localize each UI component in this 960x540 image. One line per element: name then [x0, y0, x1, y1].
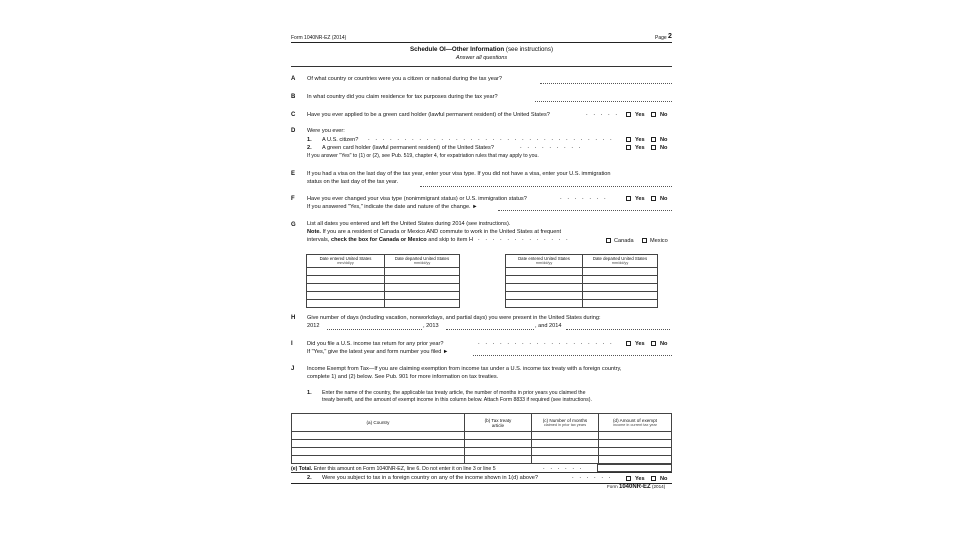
question-c-yes-checkbox[interactable]	[626, 112, 631, 117]
total-text: Enter this amount on Form 1040NR-EZ, line 6. Do not enter it on line 3 or line 5	[313, 466, 496, 472]
schedule-title-text: Schedule OI—Other Information	[409, 46, 505, 53]
question-b-answer-line[interactable]	[535, 101, 672, 102]
year-2013-label: , 2013	[423, 323, 439, 329]
date-cell[interactable]	[506, 276, 583, 284]
treaty-cell[interactable]	[532, 448, 599, 456]
col-country: (a) Country	[292, 414, 465, 432]
schedule-subtitle: Answer all questions	[455, 55, 508, 61]
question-c-yes-label: Yes	[635, 112, 645, 118]
year-2012-label: 2012	[307, 323, 320, 329]
question-i-answer-line[interactable]	[473, 355, 672, 356]
page-number: 2	[668, 33, 672, 40]
date-cell[interactable]	[583, 276, 658, 284]
treaty-cell[interactable]	[292, 440, 465, 448]
date-cell[interactable]	[385, 276, 460, 284]
year-2014-label: , and 2014	[535, 323, 562, 329]
question-j1-line1: Enter the name of the country, the applicable tax treaty article, the number of months in prior years you claimed the	[322, 390, 586, 396]
question-j1-line2: treaty benefit, and the amount of exempt income in this column below. Attach Form 8833 if required (see instructions).	[322, 397, 592, 403]
question-j-line1: Income Exempt from Tax—If you are claiming exemption from income tax under a U.S. income tax treaty with a foreign country,	[307, 366, 622, 372]
question-i-yes-label: Yes	[635, 341, 645, 347]
question-d1-no-label: No	[660, 137, 668, 143]
date-cell[interactable]	[307, 292, 385, 300]
treaty-cell[interactable]	[292, 448, 465, 456]
question-g-note-label: Note.	[307, 229, 321, 235]
treaty-cell[interactable]	[599, 448, 672, 456]
question-i-letter: I	[291, 341, 293, 347]
date-cell[interactable]	[506, 284, 583, 292]
treaty-cell[interactable]	[599, 432, 672, 440]
question-e-line1: If you had a visa on the last day of the tax year, enter your visa type. If you did not have a visa, enter your U.S. immigration	[307, 171, 611, 177]
question-d1-yes-checkbox[interactable]	[626, 137, 631, 142]
date-cell[interactable]	[307, 276, 385, 284]
treaty-cell[interactable]	[532, 432, 599, 440]
question-f-yes-label: Yes	[635, 196, 645, 202]
form-page: Form 1040NR-EZ (2014) Page 2 Schedule OI—Other Information (see instructions) Answer all questions A Of what country or countries were you a citizen or national during the tax year? B In what country did you claim residence for tax purposes during the tax year? C Have you ever applied to be a green card holder (lawful permanent resident) of the United States? . . . . . Yes No D Were you ever: 1. A U.S. citizen? . . . . . . . . . . . . . . . . . . . . . . . . . . . . . . . . . . Yes No 2. A green card holder (lawful permanent resident) of the United States? . . . . . . . . . Yes No If you answer "Yes" to (1) or (2), see Pub. 519, chapter 4, for expatriation rules that may apply to you. E If you had a visa on the last day of the tax year, enter your visa type. If you did not have a visa, enter your U.S. immigration status on the last day of the tax year. F Have you ever changed your visa type (nonimmigrant status) or U.S. immigration status? . . . . . . . Yes No If you answered "Yes," indicate the date and nature of the change. ► G List all dates you entered and left the United States during 2014 (see instructions). Note. If you are a resident of Canada or Mexico AND commute to work in the United States at frequent intervals, check the box for Canada or Mexico and skip to item H . . . . . . . . . . . . . Canada Mexico Date entered United States mm/dd/yy Date departed United States mm/dd/yy Date entered United States mm/dd/yy Date departed United States mm/dd/yy H Give number of days (including vacation, nonworkdays, and partial days) you were present in the United States during: 2012 , 2013 , and 2014 I Did you file a U.S. income tax return for any prior year? . . . . . . . . . . . . . . . . . . . Yes No If "Yes," give the latest year and form number you filed ► J Income Exempt from Tax—If you are claiming exemption from income tax under a U.S. income tax treaty with a foreign country, complete 1) and (2) below. See Pub. 901 for more information on tax treaties. 1. Enter the name of the country, the applicable tax treaty article, the number of months in prior years you claimed the treaty benefit, and the amount of exempt income in this column below. Attach Form 8833 if required (see instructions). (a) Country (b) Tax treaty article (c) Number of months claimed in prior tax years (d) Amount of exempt income in current tax year (e) Total. Enter this amount on Form 1040NR-EZ, line 6. Do not enter it on line 3 or line 5 . . . . . . 2. Were you subject to tax in a foreign country on any of the income shown in 1(d) above? . . . . . . Yes No Form 1040NR-EZ (2014)	[291, 33, 672, 490]
question-h-letter: H	[291, 315, 296, 321]
treaty-cell[interactable]	[599, 440, 672, 448]
date-cell[interactable]	[307, 268, 385, 276]
treaty-cell[interactable]	[599, 456, 672, 464]
question-b-text: In what country did you claim residence for tax purposes during the tax year?	[307, 94, 498, 100]
question-d2-yes-checkbox[interactable]	[626, 145, 631, 150]
schedule-title-note: (see instructions)	[505, 46, 554, 53]
mexico-checkbox[interactable]	[642, 238, 647, 243]
date-cell[interactable]	[307, 300, 385, 308]
question-g-line3-a: intervals,	[307, 237, 330, 243]
date-cell[interactable]	[385, 268, 460, 276]
question-d1-no-checkbox[interactable]	[651, 137, 656, 142]
dates-table-right	[505, 254, 658, 308]
question-j1-num: 1.	[307, 390, 312, 396]
date-cell[interactable]	[385, 284, 460, 292]
date-cell[interactable]	[583, 268, 658, 276]
question-c-no-checkbox[interactable]	[651, 112, 656, 117]
treaty-cell[interactable]	[292, 456, 465, 464]
question-d1-num: 1.	[307, 137, 312, 143]
date-cell[interactable]	[506, 292, 583, 300]
date-cell[interactable]	[506, 300, 583, 308]
col-date-entered: Date entered United States mm/dd/yy	[506, 255, 583, 268]
question-f-answer-line[interactable]	[498, 210, 672, 211]
question-d1-text: A U.S. citizen?	[322, 137, 359, 143]
canada-label: Canada	[614, 238, 634, 244]
question-d2-num: 2.	[307, 145, 312, 151]
footer-form-year: (2014)	[651, 484, 666, 489]
treaty-cell[interactable]	[465, 448, 532, 456]
question-b-letter: B	[291, 94, 296, 100]
question-j2-no-label: No	[660, 476, 668, 482]
question-j-line2: complete 1) and (2) below. See Pub. 901 for more information on tax treaties.	[307, 374, 499, 380]
col-months-claimed: (c) Number of months claimed in prior tax years	[532, 414, 599, 432]
page-label: Page	[655, 35, 667, 41]
canada-checkbox[interactable]	[606, 238, 611, 243]
question-f-line1: Have you ever changed your visa type (nonimmigrant status) or U.S. immigration status?	[307, 196, 527, 202]
date-cell[interactable]	[385, 300, 460, 308]
question-d2-no-checkbox[interactable]	[651, 145, 656, 150]
question-i-yes-checkbox[interactable]	[626, 341, 631, 346]
question-e-line2: status on the last day of the tax year.	[307, 179, 399, 185]
schedule-title	[291, 46, 672, 53]
question-f-no-label: No	[660, 196, 668, 202]
question-g-line3-wrap	[307, 237, 473, 243]
days-2012-field[interactable]	[327, 329, 422, 330]
date-cell[interactable]	[385, 292, 460, 300]
question-g-line2: If you are a resident of Canada or Mexico AND commute to work in the United States at frequent	[322, 229, 562, 235]
question-d2-text: A green card holder (lawful permanent resident) of the United States?	[322, 145, 494, 151]
question-j2-yes-checkbox[interactable]	[626, 476, 631, 481]
col-date-departed: Date departed United States mm/dd/yy	[583, 255, 658, 268]
treaty-cell[interactable]	[465, 432, 532, 440]
dates-table-left	[306, 254, 460, 308]
days-2013-field[interactable]	[446, 329, 534, 330]
question-e-answer-line[interactable]	[420, 186, 672, 187]
question-f-no-checkbox[interactable]	[651, 196, 656, 201]
question-g-line3-c: and skip to item H	[428, 237, 474, 243]
question-f-line2: If you answered "Yes," indicate the date and nature of the change. ►	[307, 204, 478, 210]
question-g-letter: G	[291, 222, 296, 228]
question-j2-no-checkbox[interactable]	[651, 476, 656, 481]
question-d2-no-label: No	[660, 145, 668, 151]
question-d-text: Were you ever:	[307, 128, 345, 134]
col-exempt-amount: (d) Amount of exempt income in current tax year	[599, 414, 672, 432]
question-i-line2: If "Yes," give the latest year and form number you filed ►	[307, 349, 449, 355]
date-cell[interactable]	[307, 284, 385, 292]
question-d1-yes-label: Yes	[635, 137, 645, 143]
question-d-note: If you answer "Yes" to (1) or (2), see Pub. 519, chapter 4, for expatriation rules that may apply to you.	[307, 153, 539, 159]
col-date-departed: Date departed United States mm/dd/yy	[385, 255, 460, 268]
question-i-line1: Did you file a U.S. income tax return for any prior year?	[307, 341, 444, 347]
treaty-cell[interactable]	[465, 456, 532, 464]
date-cell[interactable]	[583, 300, 658, 308]
question-a-text: Of what country or countries were you a citizen or national during the tax year?	[307, 76, 502, 82]
question-c-no-label: No	[660, 112, 668, 118]
question-j-letter: J	[291, 366, 295, 372]
question-f-yes-checkbox[interactable]	[626, 196, 631, 201]
days-2014-field[interactable]	[566, 329, 670, 330]
question-e-letter: E	[291, 171, 296, 177]
question-h-text: Give number of days (including vacation, nonworkdays, and partial days) you were present in the United States during:	[307, 315, 601, 321]
footer-form-label	[607, 484, 665, 490]
question-i-no-checkbox[interactable]	[651, 341, 656, 346]
question-a-answer-line[interactable]	[540, 83, 672, 84]
col-treaty-article: (b) Tax treaty article	[465, 414, 532, 432]
question-c-letter: C	[291, 112, 296, 118]
question-i-no-label: No	[660, 341, 668, 347]
question-c-text: Have you ever applied to be a green card holder (lawful permanent resident) of the United States?	[307, 112, 550, 118]
date-cell[interactable]	[583, 284, 658, 292]
question-d-letter: D	[291, 128, 296, 134]
footer-form-prefix: Form	[607, 484, 618, 489]
date-cell[interactable]	[506, 268, 583, 276]
header-rule	[291, 42, 672, 43]
total-rule	[291, 472, 672, 473]
question-g-line3-b: check the box for Canada or Mexico	[330, 237, 427, 243]
total-label: (e) Total.	[291, 466, 313, 472]
col-date-entered: Date entered United States mm/dd/yy	[307, 255, 385, 268]
total-amount-field[interactable]	[597, 464, 672, 472]
treaty-cell[interactable]	[465, 440, 532, 448]
treaty-cell[interactable]	[532, 456, 599, 464]
question-g-line1: List all dates you entered and left the United States during 2014 (see instructions).	[307, 221, 511, 227]
treaty-cell[interactable]	[292, 432, 465, 440]
question-j2-yes-label: Yes	[635, 476, 645, 482]
treaty-table	[291, 413, 672, 464]
question-g-line2-wrap	[307, 229, 561, 235]
footer-form-name: 1040NR-EZ	[619, 484, 651, 490]
question-d2-yes-label: Yes	[635, 145, 645, 151]
subtitle-rule	[291, 66, 672, 67]
treaty-cell[interactable]	[532, 440, 599, 448]
question-j2-text: Were you subject to tax in a foreign country on any of the income shown in 1(d) above?	[322, 475, 539, 481]
question-j2-num: 2.	[307, 475, 312, 481]
form-header-label: Form 1040NR-EZ (2014)	[291, 35, 347, 41]
question-f-letter: F	[291, 196, 295, 202]
mexico-label: Mexico	[650, 238, 668, 244]
question-a-letter: A	[291, 76, 296, 82]
date-cell[interactable]	[583, 292, 658, 300]
